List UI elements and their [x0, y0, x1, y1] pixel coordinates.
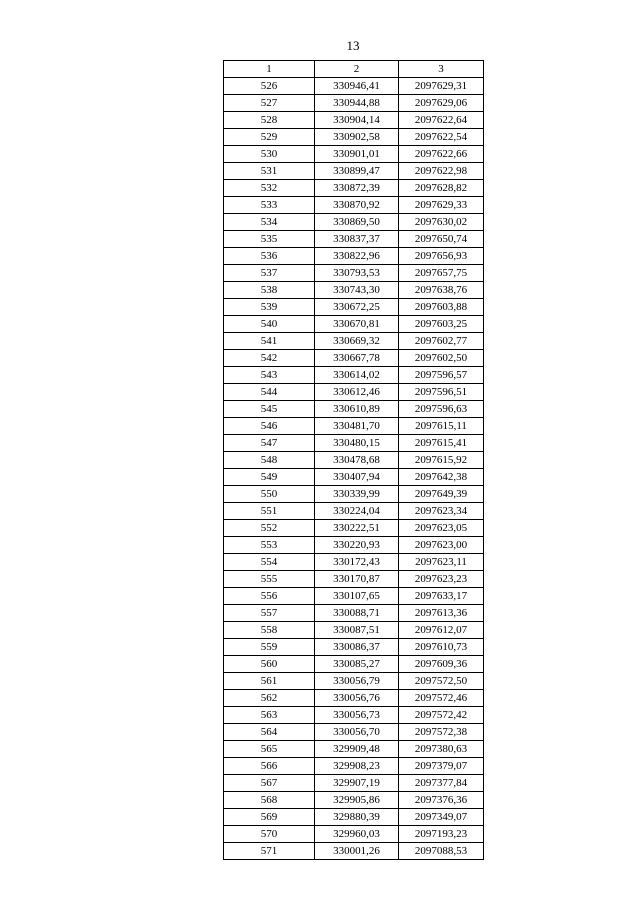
table-row	[224, 401, 484, 418]
y-coordinate-cell: 2097088,53	[399, 843, 484, 860]
table-row	[224, 78, 484, 95]
x-coordinate-cell: 330001,26	[315, 843, 399, 860]
x-coordinate-cell: 330902,58	[315, 129, 399, 146]
y-coordinate-cell: 2097193,23	[399, 826, 484, 843]
point-number-cell: 539	[224, 299, 315, 316]
x-coordinate-cell: 330904,14	[315, 112, 399, 129]
point-number-cell: 549	[224, 469, 315, 486]
y-coordinate-cell: 2097615,11	[399, 418, 484, 435]
table-row	[224, 775, 484, 792]
y-coordinate-cell: 2097633,17	[399, 588, 484, 605]
x-coordinate-cell: 330085,27	[315, 656, 399, 673]
y-coordinate-cell: 2097622,98	[399, 163, 484, 180]
y-coordinate-cell: 2097596,63	[399, 401, 484, 418]
y-coordinate-cell: 2097622,66	[399, 146, 484, 163]
point-number-cell: 531	[224, 163, 315, 180]
y-coordinate-cell: 2097629,31	[399, 78, 484, 95]
x-coordinate-cell: 329909,48	[315, 741, 399, 758]
y-coordinate-cell: 2097603,88	[399, 299, 484, 316]
point-number-cell: 570	[224, 826, 315, 843]
table-row	[224, 214, 484, 231]
point-number-cell: 560	[224, 656, 315, 673]
table-row	[224, 843, 484, 860]
table-row	[224, 384, 484, 401]
y-coordinate-cell: 2097572,46	[399, 690, 484, 707]
point-number-cell: 547	[224, 435, 315, 452]
y-coordinate-cell: 2097609,36	[399, 656, 484, 673]
table-row	[224, 146, 484, 163]
point-number-cell: 555	[224, 571, 315, 588]
table-row	[224, 180, 484, 197]
point-number-cell: 569	[224, 809, 315, 826]
x-coordinate-cell: 330086,37	[315, 639, 399, 656]
y-coordinate-cell: 2097377,84	[399, 775, 484, 792]
point-number-cell: 533	[224, 197, 315, 214]
column-header-1: 1	[224, 61, 315, 78]
point-number-cell: 538	[224, 282, 315, 299]
table-row	[224, 656, 484, 673]
x-coordinate-cell: 330107,65	[315, 588, 399, 605]
x-coordinate-cell: 329960,03	[315, 826, 399, 843]
point-number-cell: 537	[224, 265, 315, 282]
table-row	[224, 316, 484, 333]
table-row	[224, 792, 484, 809]
y-coordinate-cell: 2097623,00	[399, 537, 484, 554]
x-coordinate-cell: 330224,04	[315, 503, 399, 520]
table-row	[224, 197, 484, 214]
table-row	[224, 503, 484, 520]
point-number-cell: 566	[224, 758, 315, 775]
y-coordinate-cell: 2097649,39	[399, 486, 484, 503]
y-coordinate-cell: 2097596,57	[399, 367, 484, 384]
table-row	[224, 248, 484, 265]
x-coordinate-cell: 330172,43	[315, 554, 399, 571]
x-coordinate-cell: 330872,39	[315, 180, 399, 197]
y-coordinate-cell: 2097380,63	[399, 741, 484, 758]
point-number-cell: 550	[224, 486, 315, 503]
x-coordinate-cell: 330222,51	[315, 520, 399, 537]
x-coordinate-cell: 330170,87	[315, 571, 399, 588]
point-number-cell: 553	[224, 537, 315, 554]
x-coordinate-cell: 330901,01	[315, 146, 399, 163]
x-coordinate-cell: 330822,96	[315, 248, 399, 265]
table-row	[224, 622, 484, 639]
y-coordinate-cell: 2097623,34	[399, 503, 484, 520]
point-number-cell: 534	[224, 214, 315, 231]
table-row	[224, 231, 484, 248]
table-row	[224, 588, 484, 605]
point-number-cell: 546	[224, 418, 315, 435]
table-row	[224, 452, 484, 469]
x-coordinate-cell: 329880,39	[315, 809, 399, 826]
table-header-row	[224, 61, 484, 78]
table-row	[224, 486, 484, 503]
table-row	[224, 299, 484, 316]
y-coordinate-cell: 2097630,02	[399, 214, 484, 231]
y-coordinate-cell: 2097656,93	[399, 248, 484, 265]
column-header-2: 2	[315, 61, 399, 78]
table-row	[224, 537, 484, 554]
x-coordinate-cell: 329908,23	[315, 758, 399, 775]
y-coordinate-cell: 2097629,33	[399, 197, 484, 214]
table-row	[224, 95, 484, 112]
table-row	[224, 418, 484, 435]
point-number-cell: 528	[224, 112, 315, 129]
table-row	[224, 163, 484, 180]
x-coordinate-cell: 330481,70	[315, 418, 399, 435]
x-coordinate-cell: 330056,73	[315, 707, 399, 724]
point-number-cell: 565	[224, 741, 315, 758]
y-coordinate-cell: 2097638,76	[399, 282, 484, 299]
table-row	[224, 690, 484, 707]
point-number-cell: 544	[224, 384, 315, 401]
y-coordinate-cell: 2097650,74	[399, 231, 484, 248]
x-coordinate-cell: 330056,79	[315, 673, 399, 690]
x-coordinate-cell: 330743,30	[315, 282, 399, 299]
table-row	[224, 707, 484, 724]
y-coordinate-cell: 2097628,82	[399, 180, 484, 197]
table-row	[224, 520, 484, 537]
point-number-cell: 536	[224, 248, 315, 265]
table-row	[224, 333, 484, 350]
y-coordinate-cell: 2097376,36	[399, 792, 484, 809]
table-row	[224, 571, 484, 588]
x-coordinate-cell: 329905,86	[315, 792, 399, 809]
y-coordinate-cell: 2097572,50	[399, 673, 484, 690]
x-coordinate-cell: 330793,53	[315, 265, 399, 282]
table-row	[224, 639, 484, 656]
y-coordinate-cell: 2097622,64	[399, 112, 484, 129]
table-row	[224, 826, 484, 843]
point-number-cell: 529	[224, 129, 315, 146]
table-row	[224, 724, 484, 741]
point-number-cell: 542	[224, 350, 315, 367]
x-coordinate-cell: 330056,70	[315, 724, 399, 741]
x-coordinate-cell: 330614,02	[315, 367, 399, 384]
x-coordinate-cell: 330672,25	[315, 299, 399, 316]
x-coordinate-cell: 330339,99	[315, 486, 399, 503]
point-number-cell: 526	[224, 78, 315, 95]
point-number-cell: 541	[224, 333, 315, 350]
y-coordinate-cell: 2097623,05	[399, 520, 484, 537]
x-coordinate-cell: 330407,94	[315, 469, 399, 486]
y-coordinate-cell: 2097657,75	[399, 265, 484, 282]
x-coordinate-cell: 329907,19	[315, 775, 399, 792]
point-number-cell: 564	[224, 724, 315, 741]
y-coordinate-cell: 2097615,92	[399, 452, 484, 469]
y-coordinate-cell: 2097602,50	[399, 350, 484, 367]
point-number-cell: 561	[224, 673, 315, 690]
x-coordinate-cell: 330056,76	[315, 690, 399, 707]
y-coordinate-cell: 2097629,06	[399, 95, 484, 112]
y-coordinate-cell: 2097603,25	[399, 316, 484, 333]
table-row	[224, 554, 484, 571]
x-coordinate-cell: 330478,68	[315, 452, 399, 469]
y-coordinate-cell: 2097379,07	[399, 758, 484, 775]
x-coordinate-cell: 330669,32	[315, 333, 399, 350]
point-number-cell: 557	[224, 605, 315, 622]
point-number-cell: 548	[224, 452, 315, 469]
point-number-cell: 559	[224, 639, 315, 656]
table-row	[224, 809, 484, 826]
y-coordinate-cell: 2097572,42	[399, 707, 484, 724]
x-coordinate-cell: 330870,92	[315, 197, 399, 214]
table-row	[224, 605, 484, 622]
column-header-3: 3	[399, 61, 484, 78]
y-coordinate-cell: 2097615,41	[399, 435, 484, 452]
x-coordinate-cell: 330612,46	[315, 384, 399, 401]
y-coordinate-cell: 2097349,07	[399, 809, 484, 826]
x-coordinate-cell: 330869,50	[315, 214, 399, 231]
page-number: 13	[346, 38, 360, 53]
x-coordinate-cell: 330610,89	[315, 401, 399, 418]
point-number-cell: 556	[224, 588, 315, 605]
x-coordinate-cell: 330944,88	[315, 95, 399, 112]
y-coordinate-cell: 2097623,23	[399, 571, 484, 588]
point-number-cell: 554	[224, 554, 315, 571]
y-coordinate-cell: 2097612,07	[399, 622, 484, 639]
point-number-cell: 571	[224, 843, 315, 860]
point-number-cell: 535	[224, 231, 315, 248]
x-coordinate-cell: 330220,93	[315, 537, 399, 554]
point-number-cell: 552	[224, 520, 315, 537]
point-number-cell: 567	[224, 775, 315, 792]
table-row	[224, 673, 484, 690]
y-coordinate-cell: 2097642,38	[399, 469, 484, 486]
x-coordinate-cell: 330837,37	[315, 231, 399, 248]
point-number-cell: 551	[224, 503, 315, 520]
y-coordinate-cell: 2097572,38	[399, 724, 484, 741]
point-number-cell: 558	[224, 622, 315, 639]
y-coordinate-cell: 2097596,51	[399, 384, 484, 401]
point-number-cell: 545	[224, 401, 315, 418]
x-coordinate-cell: 330087,51	[315, 622, 399, 639]
y-coordinate-cell: 2097622,54	[399, 129, 484, 146]
y-coordinate-cell: 2097602,77	[399, 333, 484, 350]
x-coordinate-cell: 330667,78	[315, 350, 399, 367]
table-row	[224, 435, 484, 452]
point-number-cell: 543	[224, 367, 315, 384]
x-coordinate-cell: 330946,41	[315, 78, 399, 95]
table-row	[224, 758, 484, 775]
table-body	[224, 78, 484, 860]
point-number-cell: 530	[224, 146, 315, 163]
table-row	[224, 265, 484, 282]
table-row	[224, 469, 484, 486]
point-number-cell: 562	[224, 690, 315, 707]
point-number-cell: 568	[224, 792, 315, 809]
y-coordinate-cell: 2097623,11	[399, 554, 484, 571]
x-coordinate-cell: 330670,81	[315, 316, 399, 333]
coordinates-table	[223, 60, 484, 860]
x-coordinate-cell: 330088,71	[315, 605, 399, 622]
y-coordinate-cell: 2097613,36	[399, 605, 484, 622]
table-row	[224, 350, 484, 367]
point-number-cell: 563	[224, 707, 315, 724]
x-coordinate-cell: 330480,15	[315, 435, 399, 452]
table-row	[224, 741, 484, 758]
table-row	[224, 367, 484, 384]
table-row	[224, 112, 484, 129]
point-number-cell: 527	[224, 95, 315, 112]
point-number-cell: 540	[224, 316, 315, 333]
table-row	[224, 129, 484, 146]
table-row	[224, 282, 484, 299]
point-number-cell: 532	[224, 180, 315, 197]
y-coordinate-cell: 2097610,73	[399, 639, 484, 656]
x-coordinate-cell: 330899,47	[315, 163, 399, 180]
